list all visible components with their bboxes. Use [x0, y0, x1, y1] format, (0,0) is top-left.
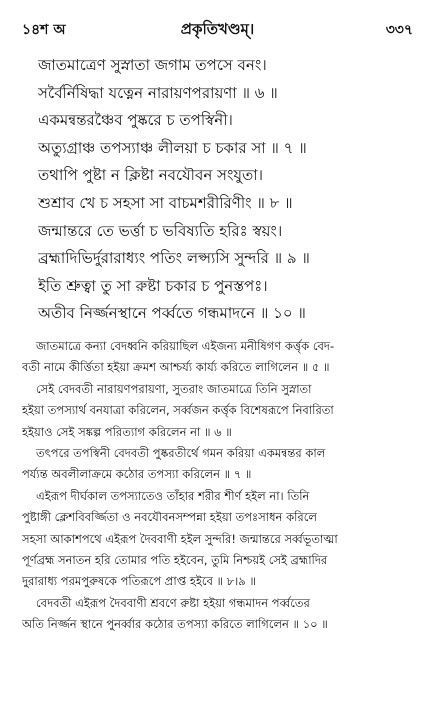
verse-line: ব্রহ্মাদিভির্দুরারাধ্যং পতিং লপ্স্যসি সুন্দরি ॥ ৯ ॥ [38, 249, 310, 268]
commentary-line: জাতমাত্রে কন্যা বেদধ্বনি করিয়াছিল এইজন্য মনীষিগণ কর্ত্তৃক বেদ- [36, 339, 335, 353]
commentary-paragraph [22, 486, 419, 593]
verse-line: একমন্বন্তরঞ্চৈব পুষ্করে চ তপস্বিনী। [38, 111, 233, 130]
sanskrit-verses [38, 52, 417, 328]
book-title: প্রকৃতিখণ্ডম্। [180, 20, 255, 38]
verse-line: জাতমাত্রেণ সুস্নাতা জগাম তপসে বনং। [38, 56, 267, 74]
commentary-paragraph [22, 593, 419, 636]
commentary-line: এইরূপ দীর্ঘকাল তপস্যাতেও তাঁহার শরীর শীর্ণ হইল না। তিনি [36, 488, 310, 503]
commentary-paragraph [22, 336, 419, 379]
bengali-commentary [22, 336, 419, 635]
commentary-line: সহসা আকাশপথে এইরূপ দৈববাণী হইল সুন্দরি! জন্মান্তরে সর্ব্বভূতাত্মা [22, 531, 338, 546]
verse-line: শুশ্রাব খে চ সহসা সা বাচমশরীরিণীং ॥ ৮ ॥ [38, 193, 293, 212]
commentary-line: পুষ্টাঙ্গী ক্লেশবিবর্জ্জিতা ও নবযৌবনসম্পন্না হইয়া তপঃসাধন করিলে [22, 510, 317, 525]
commentary-line: পর্য্যন্ত অবলীলাক্রমে কঠোর তপস্যা করিলেন ॥ ৭ ॥ [22, 467, 252, 482]
commentary-line: হইয়াও সেই সঙ্কল্প পরিত্যাগ করিলেন না ॥ ৬ ॥ [22, 424, 232, 439]
commentary-line: তৎপরে তপস্বিনী বেদবতী পুষ্করতীর্থে গমন করিয়া একমন্বন্তর কাল [36, 445, 326, 460]
page-number: ৩৩৭ [385, 22, 413, 38]
commentary-line: পূর্ণব্রহ্ম সনাতন হরি তোমার পতি হইবেন, তুমি নিশ্চয়ই সেই ব্রহ্মাদির [22, 552, 328, 567]
verse-line: অত্যুগ্রাঞ্চ তপস্যাঞ্চ লীলয়া চ চকার সা ॥ ৭ ॥ [38, 138, 307, 157]
commentary-paragraph [22, 443, 419, 486]
commentary-line: অতি নির্জ্জন স্থানে পুনর্ব্বার কঠোর তপস্যা করিতে লাগিলেন ॥ ১০ ॥ [22, 617, 328, 632]
commentary-line: বতী নামে কীর্ত্তিতা হইয়া ক্রমশ আশ্চর্য্য কার্য্য করিতে লাগিলেন ॥ ৫ ॥ [22, 360, 330, 375]
commentary-line: হইয়া তপস্যার্থ বনযাত্রা করিলেন, সর্ব্বজন কর্ত্তৃক বিশেষরূপে নিবারিতা [22, 403, 334, 418]
verse-line: সর্বৈর্নিষিদ্ধা যত্নেন নারায়ণপরায়ণা ॥ ৬ ॥ [38, 83, 278, 102]
commentary-line: সেই বেদবতী নারায়ণপরায়ণা, সুতরাং জাতমাত্রে তিনি সুস্নাতা [36, 381, 312, 396]
verse-line: তথাপি পুষ্টা ন ক্লিষ্টা নবযৌবন সংযুতা। [38, 166, 264, 185]
verse-line: জন্মান্তরে তে ভর্ত্তা চ ভবিষ্যতি হরিঃ স্বয়ং। [38, 221, 283, 240]
commentary-line: বেদবতী এইরূপ দৈববাণী শ্রবণে রুষ্টা হইয়া গন্ধমাদন পর্ব্বতের [36, 595, 310, 610]
commentary-paragraph [22, 379, 419, 443]
chapter-label: ১৪শ অ [22, 22, 66, 38]
commentary-line: দুরারাধ্য পরমপুরুষকে পতিরূপে প্রাপ্ত হইবে ॥ ৮।৯ ॥ [22, 574, 256, 589]
page-header [22, 18, 413, 40]
verse-line: অতীব নির্জ্জনস্থানে পর্ব্বতে গন্ধমাদনে ॥ ১০ ॥ [38, 304, 306, 323]
verse-line: ইতি শ্রুত্বা তু সা রুষ্টা চকার চ পুনস্তপঃ। [38, 276, 268, 295]
